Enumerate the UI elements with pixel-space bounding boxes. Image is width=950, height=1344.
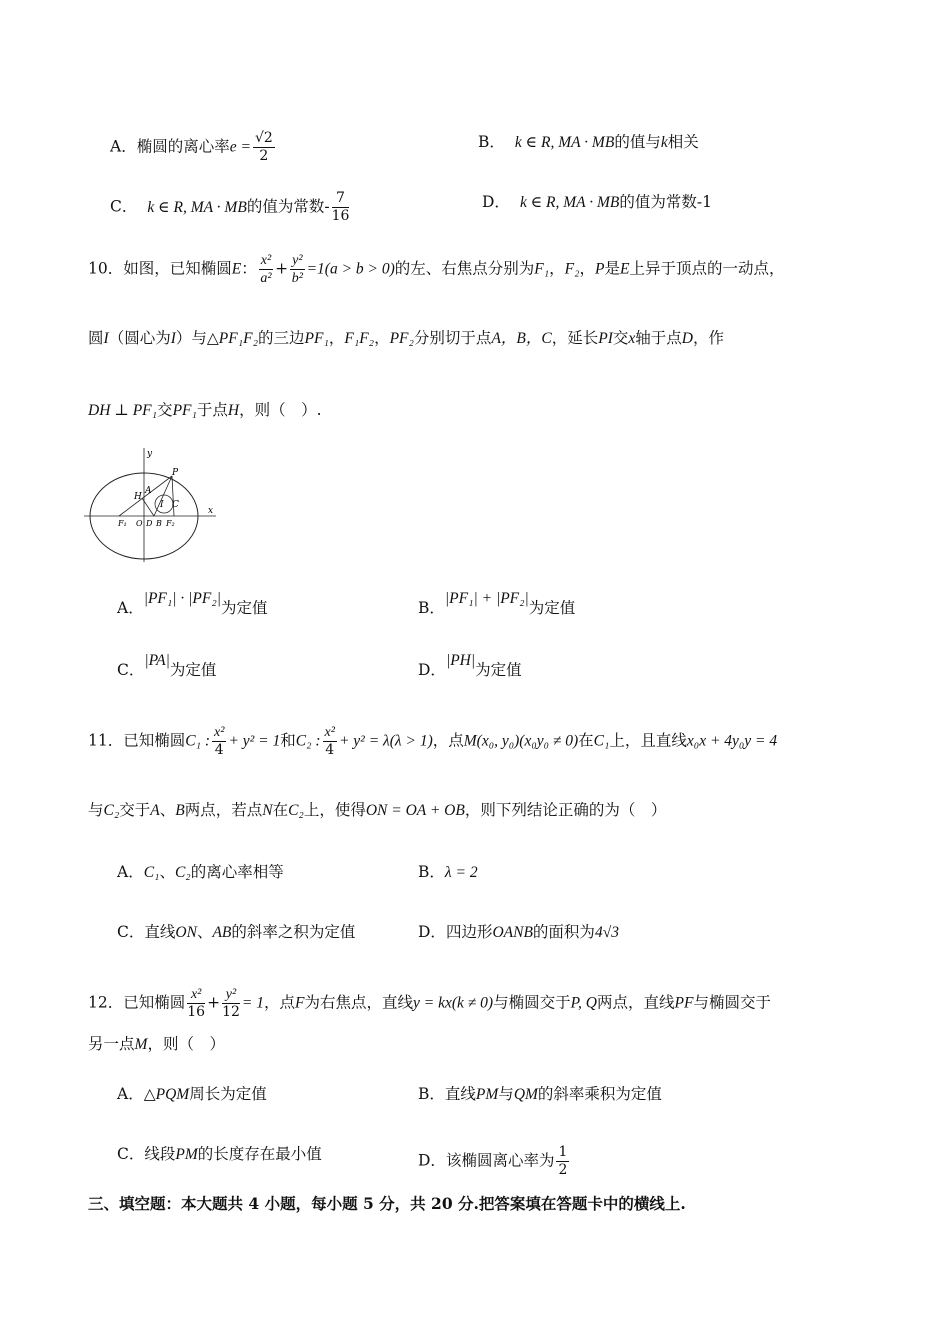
segment-pd — [154, 476, 172, 516]
q12-option-a: A．△PQM周长为定值 — [117, 1085, 267, 1103]
q10-line-1: 10．如图，已知椭圆E： $\frac{\text{x²}}{\text{a²}}$ + $\frac{\text{y²}}{\text{b²}}$ =1(a > b > 0)的左、右焦点分别为F₁，F₂，P是E上异于顶点的一动点， — [88, 253, 785, 286]
segment-pf2 — [172, 476, 174, 516]
q11-option-c: C．直线ON、AB的斜率之积为定值 — [117, 923, 356, 941]
svg-text:x: x — [208, 506, 214, 516]
q12-line-1: 12．已知椭圆 $\frac{\text{x²}}{16}$ + $\frac{\text{y²}}{12}$ = 1，点F为右焦点，直线y = kx(k ≠ 0)与椭圆交于P, Q两点，直线PF与椭圆交于 — [88, 987, 771, 1020]
q10-option-b: B．|PF₁| + |PF₂|为定值 — [418, 590, 576, 617]
ellipse-diagram — [84, 446, 224, 566]
svg-text:A: A — [145, 486, 152, 496]
svg-text:y: y — [147, 449, 153, 459]
svg-text:D: D — [146, 519, 153, 528]
q11-option-b: B．λ = 2 — [418, 863, 478, 881]
q9-option-d: D． k ∈ R, MA · MB的值为常数-1 — [482, 193, 712, 211]
q12-option-b: B．直线PM与QM的斜率乘积为定值 — [418, 1085, 662, 1103]
ellipse-figure — [84, 446, 224, 570]
q10-option-c: C．|PA|为定值 — [117, 652, 217, 679]
fraction: $\frac{√2}{2}$ — [254, 130, 273, 164]
svg-text:O: O — [136, 519, 143, 528]
section-3-title: 三、填空题：本大题共 4 小题，每小题 5 分，共 20 分.把答案填在答题卡中的横线上. — [88, 1194, 686, 1213]
segment-pf1 — [119, 476, 172, 516]
q12-option-d: D．该椭圆离心率为 $\frac{1}{2}$ — [418, 1144, 568, 1178]
q11-option-a: A．C₁、C₂的离心率相等 — [117, 863, 284, 881]
svg-text:B: B — [156, 519, 162, 528]
q10-option-d: D．|PH|为定值 — [418, 652, 522, 679]
svg-text:H: H — [134, 492, 142, 502]
q11-option-d: D．四边形OANB的面积为4√3 — [418, 923, 619, 941]
q9-option-b: B． k ∈ R, MA · MB的值与k相关 — [478, 133, 699, 151]
svg-text:P: P — [172, 468, 179, 478]
svg-text:F₂: F₂ — [166, 519, 175, 528]
q10-line-3: DH ⊥ PF₁交PF₁于点H，则（ ）. — [88, 401, 322, 419]
svg-text:I: I — [160, 500, 164, 510]
q11-line-1: 11．已知椭圆C₁ : $\frac{\text{x²}}{4}$ + y² = 1和C₂ : $\frac{\text{x²}}{4}$ + y² = λ(λ > 1)，点M(x₀, y₀)(x₀y₀ ≠ 0)在C₁上，且直线x₀x + 4y₀y = 4 — [88, 725, 778, 758]
q9-option-c: C． k ∈ R, MA · MB的值为常数- $\frac{7}{16}$ — [110, 190, 350, 224]
svg-text:F₁: F₁ — [118, 519, 127, 528]
q10-line-2: 圆I（圆心为I）与△PF₁F₂的三边PF₁，F₁F₂，PF₂分别切于点A，B，C，延长PI交x轴于点D，作 — [88, 329, 725, 347]
q9-option-a: A．椭圆的离心率e = $\frac{√2}{2}$ — [110, 130, 273, 164]
q11-line-2: 与C₂交于A、B两点，若点N在C₂上，使得ON = OA + OB，则下列结论正确的为（ ） — [88, 801, 667, 819]
fraction: $\frac{7}{16}$ — [331, 190, 350, 224]
q10-option-a: A．|PF₁| · |PF₂|为定值 — [117, 590, 268, 617]
incircle — [155, 495, 173, 513]
q12-option-c: C．线段PM的长度存在最小值 — [117, 1145, 322, 1163]
q12-line-2: 另一点M，则（ ） — [88, 1035, 225, 1053]
svg-text:C: C — [172, 500, 179, 510]
